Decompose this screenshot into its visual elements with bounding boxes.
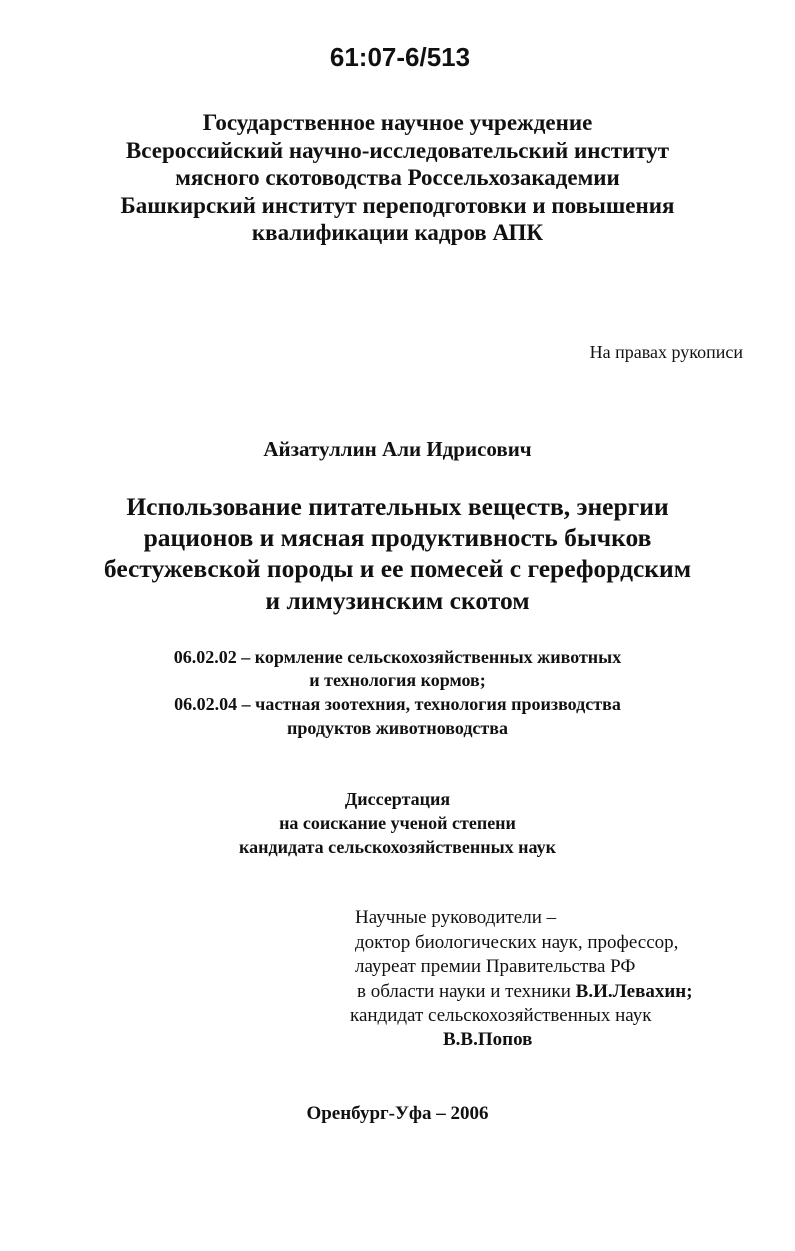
degree-line-3: кандидата сельскохозяйственных наук xyxy=(239,837,556,857)
institution-line-1: Государственное научное учреждение xyxy=(202,110,593,135)
title-line-4: и лимузинским скотом xyxy=(265,586,530,615)
title-line-3: бестужевской породы и ее помесей с герефордским xyxy=(103,554,692,583)
title-line-1: Использование питательных веществ, энергии xyxy=(126,492,669,521)
supervisor-1-field-text: в области науки и техники xyxy=(357,981,571,1002)
institution-line-3: мясного скотоводства Россельхозакадемии xyxy=(175,165,620,190)
supervisor-2-name-text: В.В.Попов xyxy=(443,1029,533,1050)
author-name: Айзатуллин Али Идрисович xyxy=(263,437,532,461)
supervisor-1-degree: доктор биологических наук, профессор, xyxy=(355,932,679,953)
rights-note: На правах рукописи xyxy=(589,342,743,362)
specialty-line-2: и технология кормов; xyxy=(309,670,486,690)
institution-line-4: Башкирский институт переподготовки и повышения xyxy=(120,193,675,218)
degree-line-1: Диссертация xyxy=(344,789,451,809)
specialty-line-4: продуктов животноводства xyxy=(286,718,508,738)
place-year: Оренбург-Уфа – 2006 xyxy=(306,1103,489,1124)
supervisors-heading: Научные руководители – xyxy=(355,907,557,928)
degree-line-2: на соискание ученой степени xyxy=(279,813,516,833)
supervisor-1-name: В.И.Левахин; xyxy=(575,981,693,1002)
call-number: 61:07-6/513 xyxy=(329,42,471,72)
institution-line-5: квалификации кадров АПК xyxy=(251,220,544,245)
supervisor-2-name xyxy=(443,1030,532,1049)
specialty-line-1: 06.02.02 – кормление сельскохозяйственных животных xyxy=(173,647,622,667)
supervisor-2-degree: кандидат сельскохозяйственных наук xyxy=(350,1005,652,1026)
specialty-line-3: 06.02.04 – частная зоотехния, технология производства xyxy=(174,694,621,714)
supervisor-1-field xyxy=(357,982,693,1001)
institution-line-2: Всероссийский научно-исследовательский институт xyxy=(125,138,670,163)
supervisor-1-award: лауреат премии Правительства РФ xyxy=(355,956,636,977)
title-line-2: рационов и мясная продуктивность бычков xyxy=(143,523,652,552)
